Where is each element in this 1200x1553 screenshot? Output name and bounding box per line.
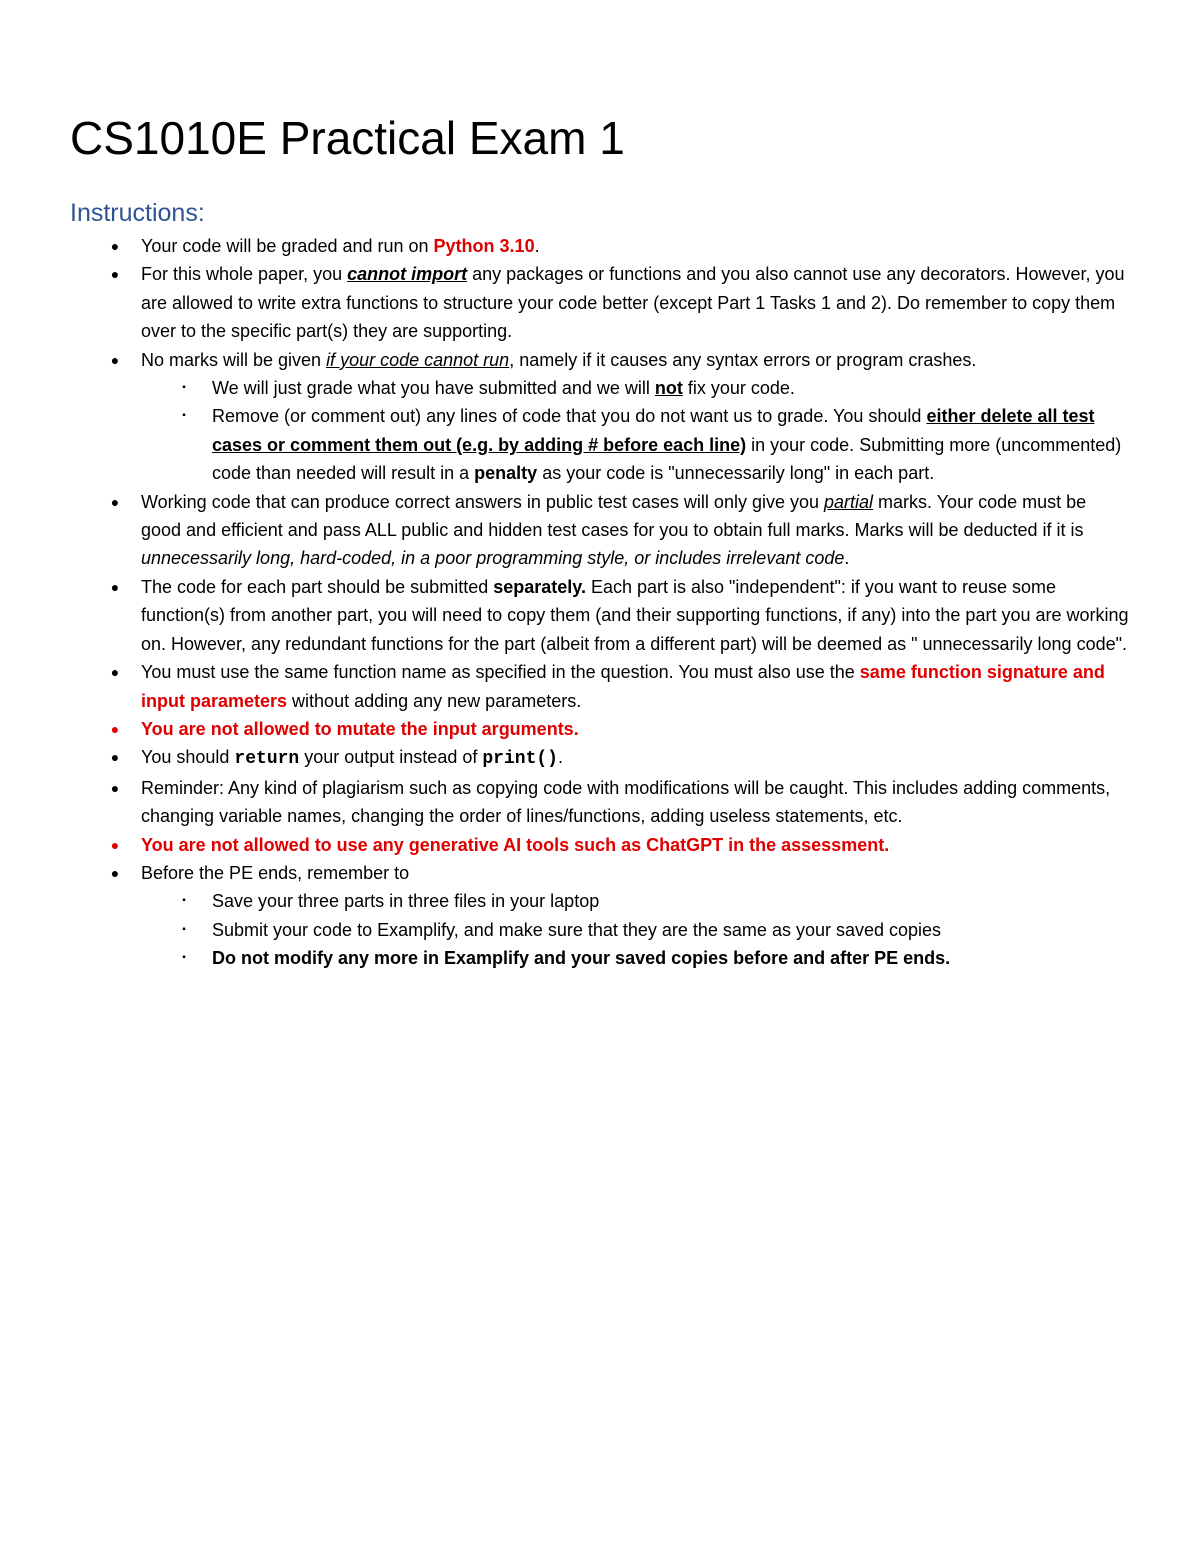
text-run: either delete all test cases or comment them out (e.g. by adding # before each line) [212,406,1095,455]
bullet-icon: ● [110,578,120,595]
bullet-icon: ● [110,836,120,853]
sub-list-item [0,402,1200,487]
bullet-icon: ● [110,351,120,368]
list-item [0,859,1200,887]
text-run: Do not modify any more in Examplify and your saved copies before and after PE ends. [212,948,951,969]
text-run: Each part is also "independent": if you want to reuse some function(s) from another part, you will need to copy them (and their supporting functions, if any) into the part you are working on. However, any redundant functions for the part (albeit from a different part) will be deemed as " unnecessarily long code". [141,576,1129,654]
bullet-icon: ● [110,779,120,796]
text-run: as your code is "unnecessarily long" in each part. [537,463,935,484]
sub-list-item [0,374,1200,402]
list-item [0,715,1200,743]
text-run: if your code cannot run [326,349,510,370]
text-run: . [534,236,540,256]
bullet-icon: ● [110,238,120,254]
inline-code: print() [482,749,558,770]
text-run: You must use the same function name as specified in the question. You must also use the [141,662,860,683]
list-item [0,346,1200,374]
text-run: Working code that can produce correct answers in public test cases will only give you [141,491,824,512]
square-bullet-icon: ▪ [182,952,186,964]
instructions-list [0,232,1200,973]
text-run: , namely if it causes any syntax errors or program crashes. [509,349,977,370]
text-run: Reminder: Any kind of plagiarism such as copying code with modifications will be caught. This includes adding comments, changing variable names, changing the order of lines/functions, adding useless statements, etc. [141,777,1111,827]
text-run: without adding any new parameters. [287,690,582,711]
text-run: fix your code. [682,378,795,399]
list-item [0,260,1200,345]
text-run: . [557,747,563,768]
instructions-heading: Instructions: [70,199,205,227]
text-run: Save your three parts in three files in your laptop [212,891,600,912]
list-item [0,658,1200,715]
bullet-icon: ● [110,266,120,283]
text-run: cannot import [347,264,468,285]
list-item [0,831,1200,859]
sub-list-item [0,887,1200,915]
text-run: You are not allowed to use any generative AI tools such as ChatGPT in the assessment. [141,834,890,855]
square-bullet-icon: ▪ [182,382,186,394]
text-run: not [654,378,683,399]
text-run: marks. Your code must be good and efficient and pass ALL public and hidden test cases for you to obtain full marks. Marks will be deducted if it is [141,491,1087,541]
text-run: any packages or functions and you also cannot use any decorators. However, you are allowed to write extra functions to structure your code better (except Part 1 Tasks 1 and 2). Do remember to copy them over to the specific part(s) they are supporting. [141,264,1125,342]
page-title: CS1010E Practical Exam 1 [70,112,625,164]
text-run: penalty [474,463,538,484]
text-run: Submit your code to Examplify, and make sure that they are the same as your saved copies [212,919,942,940]
sub-list-item [0,944,1200,972]
text-run: your output instead of [299,747,483,768]
list-item [0,743,1200,773]
square-bullet-icon: ▪ [182,410,186,422]
bullet-icon: ● [110,749,120,766]
text-run: You are not allowed to mutate the input arguments. [141,718,579,739]
text-run: in your code. Submitting more (uncommented) code than needed will result in a [212,434,1122,484]
list-item [0,232,1200,260]
list-item [0,774,1200,831]
list-item [0,488,1200,573]
text-run: Remove (or comment out) any lines of code that you do not want us to grade. You should [212,406,927,427]
text-run: We will just grade what you have submitted and we will [212,378,655,399]
bullet-icon: ● [110,864,120,881]
sub-list-item [0,916,1200,944]
square-bullet-icon: ▪ [182,923,186,935]
text-run: unnecessarily long, hard-coded, in a poor programming style, or includes irrelevant code [141,548,845,569]
square-bullet-icon: ▪ [182,895,186,907]
text-run: same function signature and input parameters [141,662,1105,711]
bullet-icon: ● [110,664,120,681]
bullet-icon: ● [110,720,120,737]
text-run: The code for each part should be submitted [141,576,494,597]
text-run: . [844,548,850,569]
inline-code: return [234,749,300,770]
bullet-icon: ● [110,493,120,510]
list-item [0,573,1200,658]
text-run: You should [141,747,235,768]
text-run: Python 3.10 [433,236,535,256]
text-run: Before the PE ends, remember to [141,862,410,883]
text-run: Your code will be graded and run on [141,236,434,256]
text-run: partial [824,491,874,512]
text-run: For this whole paper, you [141,264,348,285]
text-run: No marks will be given [141,349,327,370]
text-run: separately. [493,576,586,597]
